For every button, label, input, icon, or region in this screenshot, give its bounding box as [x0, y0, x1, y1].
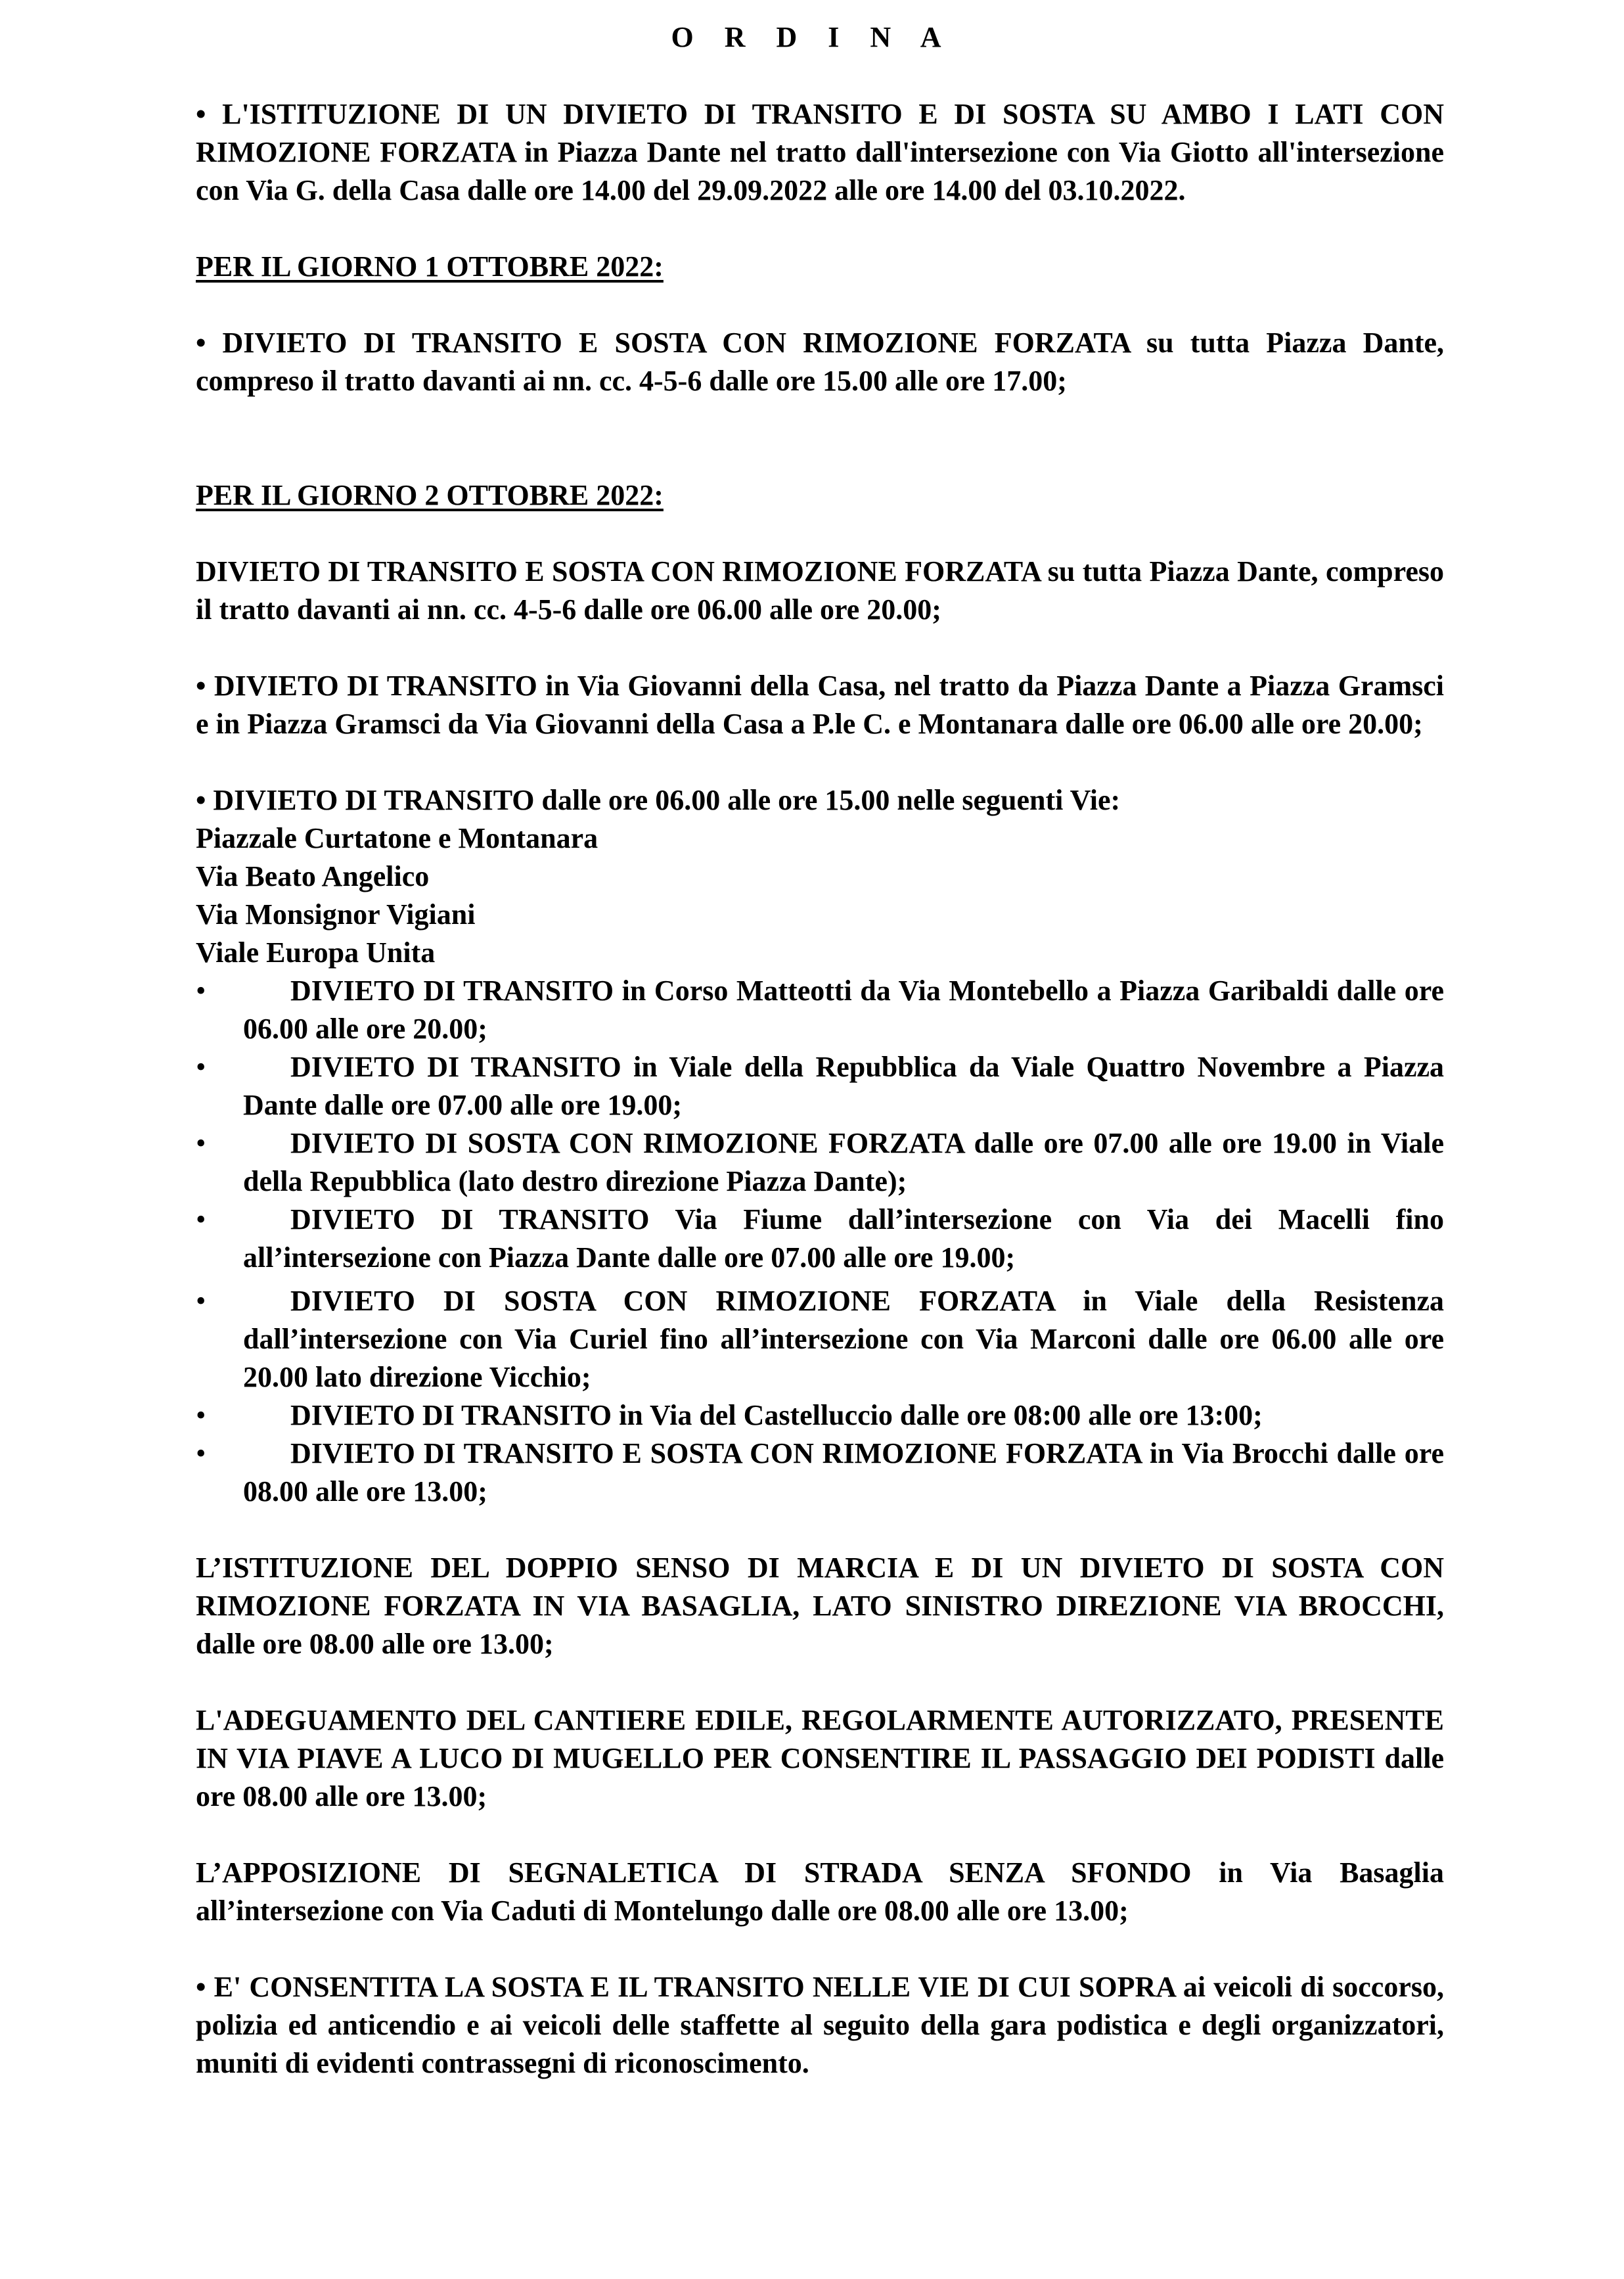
bullet-icon: • [196, 1051, 206, 1083]
street-item: Viale Europa Unita [196, 936, 436, 969]
list-item [196, 1396, 1444, 1435]
heading-1-ottobre [196, 248, 1444, 286]
list-item-text: DIVIETO DI TRANSITO in Viale della Repubblica da Viale Quattro Novembre a Piazza Dante dalle ore 07.00 alle ore 19.00; [243, 1051, 1444, 1121]
paragraph-segnaletica: L’APPOSIZIONE DI SEGNALETICA DI STRADA SENZA SFONDO in Via Basaglia all’intersezione con Via Caduti di Montelungo dalle ore 08.00 alle ore 13.00; [196, 1856, 1444, 1927]
document-body [196, 95, 1444, 2083]
bullet-icon: • [196, 1399, 206, 1431]
list-item-text: DIVIETO DI TRANSITO in Via del Castelluccio dalle ore 08:00 alle ore 13:00; [290, 1399, 1263, 1431]
list-item [196, 1435, 1444, 1511]
paragraph-consentita-sosta: • E' CONSENTITA LA SOSTA E IL TRANSITO NELLE VIE DI CUI SOPRA ai veicoli di soccorso, polizia ed anticendio e ai veicoli delle staffette al seguito della gara podistica e degli organizzatori, muniti di evidenti contrassegni di riconoscimento. [196, 1971, 1444, 2079]
paragraph-doppio-senso: L’ISTITUZIONE DEL DOPPIO SENSO DI MARCIA E DI UN DIVIETO DI SOSTA CON RIMOZIONE FORZATA IN VIA BASAGLIA, LATO SINISTRO DIREZIONE VIA BROCCHI, dalle ore 08.00 alle ore 13.00; [196, 1552, 1444, 1660]
list-item [196, 1048, 1444, 1124]
paragraph-1-ottobre: • DIVIETO DI TRANSITO E SOSTA CON RIMOZIONE FORZATA su tutta Piazza Dante, compreso il tratto davanti ai nn. cc. 4-5-6 dalle ore 15.00 alle ore 17.00; [196, 327, 1444, 397]
paragraph-vie-seguenti: • DIVIETO DI TRANSITO dalle ore 06.00 alle ore 15.00 nelle seguenti Vie: [196, 784, 1121, 816]
street-item: Piazzale Curtatone e Montanara [196, 822, 598, 854]
paragraph-della-casa: • DIVIETO DI TRANSITO in Via Giovanni della Casa, nel tratto da Piazza Dante a Piazza Gramsci e in Piazza Gramsci da Via Giovanni della Casa a P.le C. e Montanara dalle ore 06.00 alle ore 20.00; [196, 670, 1444, 740]
bullet-list [196, 972, 1444, 1511]
heading-2-ottobre [196, 476, 1444, 515]
street-item: Via Beato Angelico [196, 860, 430, 892]
bullet-icon: • [196, 1203, 206, 1235]
heading-1-ottobre-text: PER IL GIORNO 1 OTTOBRE 2022: [196, 250, 664, 283]
list-item [196, 1124, 1444, 1201]
paragraph-2-ottobre: DIVIETO DI TRANSITO E SOSTA CON RIMOZIONE FORZATA su tutta Piazza Dante, compreso il tratto davanti ai nn. cc. 4-5-6 dalle ore 06.00 alle ore 20.00; [196, 555, 1444, 626]
heading-2-ottobre-text: PER IL GIORNO 2 OTTOBRE 2022: [196, 479, 664, 511]
paragraph-istituzione-divieto: • L'ISTITUZIONE DI UN DIVIETO DI TRANSITO E DI SOSTA SU AMBO I LATI CON RIMOZIONE FORZATA in Piazza Dante nel tratto dall'intersezione con Via Giotto all'intersezione con Via G. della Casa dalle ore 14.00 del 29.09.2022 alle ore 14.00 del 03.10.2022. [196, 98, 1444, 206]
list-item [196, 972, 1444, 1048]
bullet-icon: • [196, 1285, 206, 1317]
list-item-text: DIVIETO DI TRANSITO in Corso Matteotti da Via Montebello a Piazza Garibaldi dalle ore 06.00 alle ore 20.00; [243, 975, 1444, 1045]
list-item [196, 1282, 1444, 1396]
street-item: Via Monsignor Vigiani [196, 898, 476, 931]
list-item-text: DIVIETO DI SOSTA CON RIMOZIONE FORZATA dalle ore 07.00 alle ore 19.00 in Viale della Repubblica (lato destro direzione Piazza Dante); [243, 1127, 1444, 1197]
paragraph-cantiere-edile: L'ADEGUAMENTO DEL CANTIERE EDILE, REGOLARMENTE AUTORIZZATO, PRESENTE IN VIA PIAVE A LUCO DI MUGELLO PER CONSENTIRE IL PASSAGGIO DEI PODISTI dalle ore 08.00 alle ore 13.00; [196, 1704, 1444, 1812]
bullet-icon: • [196, 975, 206, 1007]
list-item-text: DIVIETO DI SOSTA CON RIMOZIONE FORZATA in Viale della Resistenza dall’intersezione con Via Curiel fino all’intersezione con Via Marconi dalle ore 06.00 alle ore 20.00 lato direzione Vicchio; [243, 1285, 1444, 1393]
document-title: O R D I N A [671, 21, 953, 53]
bullet-icon: • [196, 1127, 206, 1159]
bullet-icon: • [196, 1437, 206, 1469]
list-item-text: DIVIETO DI TRANSITO Via Fiume dall’intersezione con Via dei Macelli fino all’intersezione con Piazza Dante dalle ore 07.00 alle ore 19.00; [243, 1203, 1444, 1274]
street-list [196, 819, 1444, 972]
list-item [196, 1201, 1444, 1277]
list-item-text: DIVIETO DI TRANSITO E SOSTA CON RIMOZIONE FORZATA in Via Brocchi dalle ore 08.00 alle ore 13.00; [243, 1437, 1444, 1508]
